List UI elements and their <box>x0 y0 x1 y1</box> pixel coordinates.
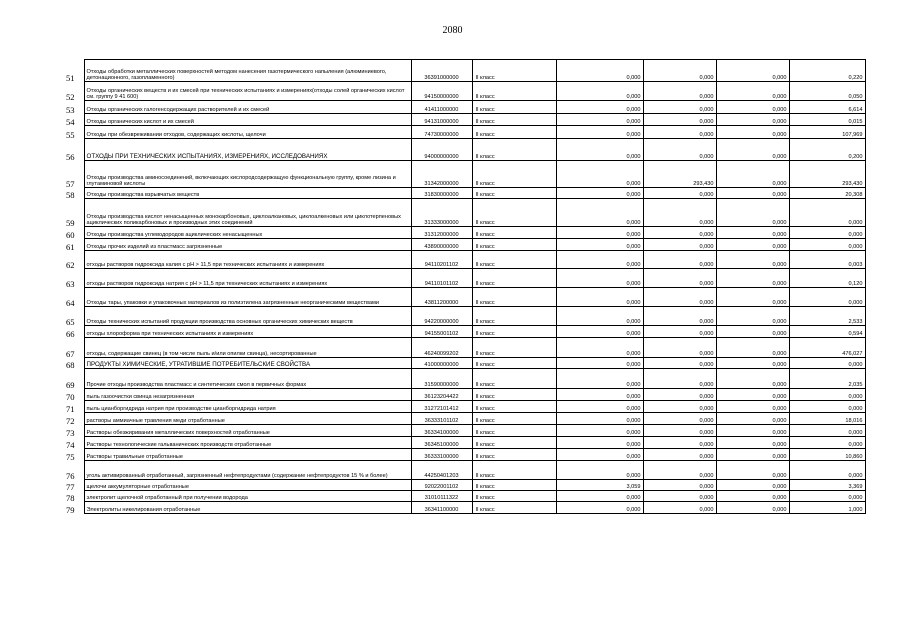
fkko-code: 94150000000 <box>411 82 472 101</box>
value-col-3: 0,000 <box>716 288 789 307</box>
hazard-class: II класс <box>472 288 556 307</box>
row-number: 63 <box>57 269 84 288</box>
value-col-3: 0,000 <box>716 199 789 227</box>
value-col-1: 0,000 <box>556 161 643 188</box>
row-number: 62 <box>57 251 84 269</box>
value-col-3: 0,000 <box>716 413 789 425</box>
value-col-1: 0,000 <box>556 369 643 389</box>
row-number: 56 <box>57 139 84 161</box>
table-row <box>57 139 865 161</box>
hazard-class: II класс <box>472 338 556 358</box>
table-body <box>57 60 865 514</box>
table-row <box>57 449 865 461</box>
value-col-1: 0,000 <box>556 101 643 114</box>
table-row <box>57 413 865 425</box>
row-number: 75 <box>57 449 84 461</box>
row-number: 54 <box>57 114 84 126</box>
value-col-2: 0,000 <box>643 437 716 449</box>
value-col-4: 0,000 <box>789 199 865 227</box>
hazard-class: II класс <box>472 199 556 227</box>
fkko-code: 41000000000 <box>411 358 472 369</box>
value-col-1: 0,000 <box>556 491 643 502</box>
hazard-class: II класс <box>472 437 556 449</box>
value-col-2: 0,000 <box>643 60 716 82</box>
fkko-code: 31590000000 <box>411 369 472 389</box>
value-col-3: 0,000 <box>716 251 789 269</box>
value-col-4: 1,000 <box>789 502 865 514</box>
value-col-4: 0,000 <box>789 425 865 437</box>
value-col-2: 0,000 <box>643 413 716 425</box>
value-col-2: 0,000 <box>643 101 716 114</box>
value-col-3: 0,000 <box>716 358 789 369</box>
waste-table <box>57 59 866 514</box>
table-row <box>57 227 865 239</box>
hazard-class: II класс <box>472 326 556 338</box>
value-col-1: 0,000 <box>556 413 643 425</box>
value-col-4: 0,220 <box>789 60 865 82</box>
value-col-4: 3,369 <box>789 480 865 491</box>
value-col-4: 0,120 <box>789 269 865 288</box>
fkko-code: 31830000000 <box>411 188 472 199</box>
value-col-3: 0,000 <box>716 307 789 326</box>
value-col-1: 0,000 <box>556 437 643 449</box>
value-col-1: 0,000 <box>556 288 643 307</box>
value-col-3: 0,000 <box>716 369 789 389</box>
value-col-2: 0,000 <box>643 461 716 480</box>
value-col-2: 0,000 <box>643 114 716 126</box>
hazard-class: II класс <box>472 401 556 413</box>
value-col-1: 0,000 <box>556 401 643 413</box>
waste-name: Растворы технологические гальванических производств отработанные <box>84 437 411 449</box>
waste-name: пыль цианборгидрида натрия при производстве цианборгидрида натрия <box>84 401 411 413</box>
hazard-class: II класс <box>472 461 556 480</box>
waste-name: отходы хлороформа при технических испытаниях и измерениях <box>84 326 411 338</box>
row-number: 64 <box>57 288 84 307</box>
fkko-code: 31312000000 <box>411 227 472 239</box>
table-row <box>57 126 865 139</box>
table-row <box>57 358 865 369</box>
row-number: 58 <box>57 188 84 199</box>
fkko-code: 94110101102 <box>411 269 472 288</box>
value-col-2: 0,000 <box>643 288 716 307</box>
value-col-4: 0,000 <box>789 288 865 307</box>
fkko-code: 36391000000 <box>411 60 472 82</box>
value-col-2: 0,000 <box>643 139 716 161</box>
hazard-class: II класс <box>472 358 556 369</box>
value-col-2: 0,000 <box>643 491 716 502</box>
value-col-3: 0,000 <box>716 114 789 126</box>
value-col-3: 0,000 <box>716 425 789 437</box>
row-number: 59 <box>57 199 84 227</box>
value-col-4: 0,000 <box>789 239 865 251</box>
value-col-2: 0,000 <box>643 326 716 338</box>
value-col-4: 0,000 <box>789 358 865 369</box>
value-col-2: 0,000 <box>643 449 716 461</box>
hazard-class: II класс <box>472 227 556 239</box>
table-row <box>57 425 865 437</box>
fkko-code: 31272101412 <box>411 401 472 413</box>
value-col-3: 0,000 <box>716 480 789 491</box>
value-col-1: 0,000 <box>556 227 643 239</box>
fkko-code: 94110201102 <box>411 251 472 269</box>
row-number: 72 <box>57 413 84 425</box>
value-col-3: 0,000 <box>716 449 789 461</box>
fkko-code: 46240099202 <box>411 338 472 358</box>
waste-name: Отходы технических испытаний продукции производства основных органических химических веществ <box>84 307 411 326</box>
value-col-2: 293,430 <box>643 161 716 188</box>
value-col-1: 0,000 <box>556 269 643 288</box>
row-number: 77 <box>57 480 84 491</box>
waste-name: Отходы производства взрывчатых веществ <box>84 188 411 199</box>
waste-name: ПРОДУКТЫ ХИМИЧЕСКИЕ, УТРАТИВШИЕ ПОТРЕБИТЕЛЬСКИЕ СВОЙСТВА <box>84 358 411 369</box>
value-col-1: 0,000 <box>556 449 643 461</box>
value-col-2: 0,000 <box>643 199 716 227</box>
value-col-1: 0,000 <box>556 425 643 437</box>
waste-name: пыль газоочистки свинца незагрязненная <box>84 389 411 401</box>
waste-name: Электролиты никелирования отработанные <box>84 502 411 514</box>
value-col-3: 0,000 <box>716 437 789 449</box>
value-col-2: 0,000 <box>643 369 716 389</box>
hazard-class: II класс <box>472 425 556 437</box>
value-col-3: 0,000 <box>716 491 789 502</box>
table-row <box>57 288 865 307</box>
hazard-class: II класс <box>472 413 556 425</box>
value-col-4: 0,200 <box>789 139 865 161</box>
waste-name: Отходы производства аминосоединений, включающих кислородсодержащую функциональную группу, кроме лизина и глутаминовой кислоты <box>84 161 411 188</box>
table-row <box>57 401 865 413</box>
value-col-3: 0,000 <box>716 389 789 401</box>
hazard-class: II класс <box>472 188 556 199</box>
value-col-2: 0,000 <box>643 425 716 437</box>
table-row <box>57 461 865 480</box>
row-number: 69 <box>57 369 84 389</box>
value-col-1: 0,000 <box>556 126 643 139</box>
value-col-1: 0,000 <box>556 326 643 338</box>
row-number: 71 <box>57 401 84 413</box>
row-number: 76 <box>57 461 84 480</box>
value-col-4: 18,016 <box>789 413 865 425</box>
value-col-4: 2,533 <box>789 307 865 326</box>
waste-name: Отходы органических кислот и их смесей <box>84 114 411 126</box>
value-col-3: 0,000 <box>716 188 789 199</box>
value-col-3: 0,000 <box>716 161 789 188</box>
table-row <box>57 199 865 227</box>
value-col-1: 3,059 <box>556 480 643 491</box>
hazard-class: II класс <box>472 139 556 161</box>
value-col-3: 0,000 <box>716 502 789 514</box>
waste-name: ОТХОДЫ ПРИ ТЕХНИЧЕСКИХ ИСПЫТАНИЯХ, ИЗМЕРЕНИЯХ, ИССЛЕДОВАНИЯХ <box>84 139 411 161</box>
row-number: 65 <box>57 307 84 326</box>
hazard-class: II класс <box>472 307 556 326</box>
value-col-2: 0,000 <box>643 307 716 326</box>
hazard-class: II класс <box>472 502 556 514</box>
waste-name: Отходы производства углеводородов ациклических ненасыщенных <box>84 227 411 239</box>
value-col-1: 0,000 <box>556 338 643 358</box>
value-col-3: 0,000 <box>716 139 789 161</box>
table-row <box>57 188 865 199</box>
value-col-1: 0,000 <box>556 502 643 514</box>
waste-name: электролит щелочной отработанный при получении водорода <box>84 491 411 502</box>
fkko-code: 31342000000 <box>411 161 472 188</box>
value-col-3: 0,000 <box>716 227 789 239</box>
waste-name: Отходы производства кислот ненасыщенных монокарбоновых, циклоалкановых, циклоалкеновых или циклотерпеновых ациклических поликарбоновых и производных этих соединений <box>84 199 411 227</box>
value-col-1: 0,000 <box>556 188 643 199</box>
hazard-class: II класс <box>472 82 556 101</box>
waste-name: Отходы при обезвреживании отходов, содержащих кислоты, щелочи <box>84 126 411 139</box>
hazard-class: II класс <box>472 369 556 389</box>
value-col-2: 0,000 <box>643 401 716 413</box>
value-col-2: 0,000 <box>643 358 716 369</box>
row-number: 70 <box>57 389 84 401</box>
value-col-3: 0,000 <box>716 326 789 338</box>
row-number: 73 <box>57 425 84 437</box>
table-row <box>57 269 865 288</box>
hazard-class: II класс <box>472 101 556 114</box>
fkko-code: 94155001102 <box>411 326 472 338</box>
value-col-4: 0,000 <box>789 227 865 239</box>
waste-name: Отходы тары, упаковки и упаковочных материалов из полиэтилена загрязненные неорганическими веществами <box>84 288 411 307</box>
value-col-4: 293,430 <box>789 161 865 188</box>
table-row <box>57 101 865 114</box>
value-col-4: 0,050 <box>789 82 865 101</box>
row-number: 53 <box>57 101 84 114</box>
fkko-code: 36333100000 <box>411 449 472 461</box>
fkko-code: 94220000000 <box>411 307 472 326</box>
waste-name: Отходы прочих изделий из пластмасс загрязненные <box>84 239 411 251</box>
fkko-code: 36333101102 <box>411 413 472 425</box>
fkko-code: 94000000000 <box>411 139 472 161</box>
table-row <box>57 307 865 326</box>
row-number: 74 <box>57 437 84 449</box>
value-col-4: 0,594 <box>789 326 865 338</box>
value-col-2: 0,000 <box>643 251 716 269</box>
value-col-1: 0,000 <box>556 139 643 161</box>
value-col-4: 2,035 <box>789 369 865 389</box>
value-col-3: 0,000 <box>716 461 789 480</box>
fkko-code: 36341100000 <box>411 502 472 514</box>
value-col-4: 0,000 <box>789 401 865 413</box>
value-col-1: 0,000 <box>556 82 643 101</box>
row-number: 79 <box>57 502 84 514</box>
value-col-2: 0,000 <box>643 82 716 101</box>
fkko-code: 44250401203 <box>411 461 472 480</box>
hazard-class: II класс <box>472 60 556 82</box>
page-number: 2080 <box>442 25 463 36</box>
value-col-1: 0,000 <box>556 199 643 227</box>
table-row <box>57 389 865 401</box>
fkko-code: 94131000000 <box>411 114 472 126</box>
value-col-4: 0,015 <box>789 114 865 126</box>
table-row <box>57 502 865 514</box>
hazard-class: II класс <box>472 239 556 251</box>
waste-name: Растворы травильные отработанные <box>84 449 411 461</box>
value-col-3: 0,000 <box>716 338 789 358</box>
waste-name: Растворы обезжиривания металлических поверхностей отработанные <box>84 425 411 437</box>
waste-name: Отходы обработки металлических поверхностей методом нанесения газотермического напыления (алюминиевого, детонационного, газопламенного) <box>84 60 411 82</box>
value-col-3: 0,000 <box>716 126 789 139</box>
waste-name: растворы аммиачные травления меди отработанные <box>84 413 411 425</box>
value-col-2: 0,000 <box>643 239 716 251</box>
row-number: 52 <box>57 82 84 101</box>
row-number: 55 <box>57 126 84 139</box>
value-col-4: 0,000 <box>789 461 865 480</box>
value-col-1: 0,000 <box>556 114 643 126</box>
table-row <box>57 480 865 491</box>
value-col-3: 0,000 <box>716 82 789 101</box>
row-number: 78 <box>57 491 84 502</box>
row-number: 60 <box>57 227 84 239</box>
waste-name: щелочи аккумуляторные отработанные <box>84 480 411 491</box>
table-row <box>57 60 865 82</box>
fkko-code: 92022001102 <box>411 480 472 491</box>
hazard-class: II класс <box>472 389 556 401</box>
hazard-class: II класс <box>472 449 556 461</box>
value-col-1: 0,000 <box>556 461 643 480</box>
fkko-code: 31333000000 <box>411 199 472 227</box>
hazard-class: II класс <box>472 161 556 188</box>
value-col-1: 0,000 <box>556 60 643 82</box>
value-col-4: 107,969 <box>789 126 865 139</box>
hazard-class: II класс <box>472 114 556 126</box>
value-col-2: 0,000 <box>643 188 716 199</box>
value-col-2: 0,000 <box>643 389 716 401</box>
table-row <box>57 491 865 502</box>
waste-name: отходы, содержащие свинец (в том числе пыль и/или опилки свинца), несортированные <box>84 338 411 358</box>
fkko-code: 31010111322 <box>411 491 472 502</box>
value-col-1: 0,000 <box>556 358 643 369</box>
table-row <box>57 437 865 449</box>
value-col-2: 0,000 <box>643 269 716 288</box>
table-row <box>57 326 865 338</box>
value-col-2: 0,000 <box>643 338 716 358</box>
fkko-code: 36334100000 <box>411 425 472 437</box>
value-col-4: 6,614 <box>789 101 865 114</box>
waste-name: отходы растворов гидроксида калия с pH > 11,5 при технических испытаниях и измерениях <box>84 251 411 269</box>
waste-name: отходы растворов гидроксида натрия с pH > 11,5 при технических испытаниях и измерениях <box>84 269 411 288</box>
waste-name: уголь активированный отработанный, загрязненный нефтепродуктами (содержание нефтепродуктов 15 % и более) <box>84 461 411 480</box>
value-col-4: 0,003 <box>789 251 865 269</box>
value-col-4: 476,027 <box>789 338 865 358</box>
value-col-4: 0,000 <box>789 389 865 401</box>
value-col-4: 20,308 <box>789 188 865 199</box>
value-col-2: 0,000 <box>643 227 716 239</box>
row-number: 51 <box>57 60 84 82</box>
hazard-class: II класс <box>472 269 556 288</box>
value-col-1: 0,000 <box>556 307 643 326</box>
table-row <box>57 161 865 188</box>
table-row <box>57 338 865 358</box>
value-col-4: 0,000 <box>789 491 865 502</box>
row-number: 61 <box>57 239 84 251</box>
row-number: 68 <box>57 358 84 369</box>
hazard-class: II класс <box>472 480 556 491</box>
waste-name: Отходы органических галогенсодержащих растворителей и их смесей <box>84 101 411 114</box>
value-col-3: 0,000 <box>716 60 789 82</box>
value-col-2: 0,000 <box>643 502 716 514</box>
fkko-code: 74730000000 <box>411 126 472 139</box>
value-col-2: 0,000 <box>643 126 716 139</box>
table-row <box>57 369 865 389</box>
fkko-code: 41411000000 <box>411 101 472 114</box>
hazard-class: II класс <box>472 491 556 502</box>
fkko-code: 43890000000 <box>411 239 472 251</box>
row-number: 67 <box>57 338 84 358</box>
fkko-code: 36345100000 <box>411 437 472 449</box>
value-col-3: 0,000 <box>716 269 789 288</box>
value-col-2: 0,000 <box>643 480 716 491</box>
value-col-4: 10,860 <box>789 449 865 461</box>
table-row <box>57 239 865 251</box>
value-col-3: 0,000 <box>716 101 789 114</box>
fkko-code: 43811200000 <box>411 288 472 307</box>
row-number: 66 <box>57 326 84 338</box>
waste-name: Отходы органических веществ и их смесей при технических испытаниях и измерениях(отходы солей органических кислот см. группу 9 41 600) <box>84 82 411 101</box>
table-row <box>57 114 865 126</box>
hazard-class: II класс <box>472 126 556 139</box>
table-row <box>57 251 865 269</box>
value-col-1: 0,000 <box>556 389 643 401</box>
waste-name: Прочие отходы производства пластмасс и синтетических смол в первичных формах <box>84 369 411 389</box>
value-col-4: 0,000 <box>789 437 865 449</box>
row-number: 57 <box>57 161 84 188</box>
value-col-3: 0,000 <box>716 239 789 251</box>
value-col-1: 0,000 <box>556 239 643 251</box>
fkko-code: 36123204422 <box>411 389 472 401</box>
value-col-3: 0,000 <box>716 401 789 413</box>
table-row <box>57 82 865 101</box>
hazard-class: II класс <box>472 251 556 269</box>
value-col-1: 0,000 <box>556 251 643 269</box>
